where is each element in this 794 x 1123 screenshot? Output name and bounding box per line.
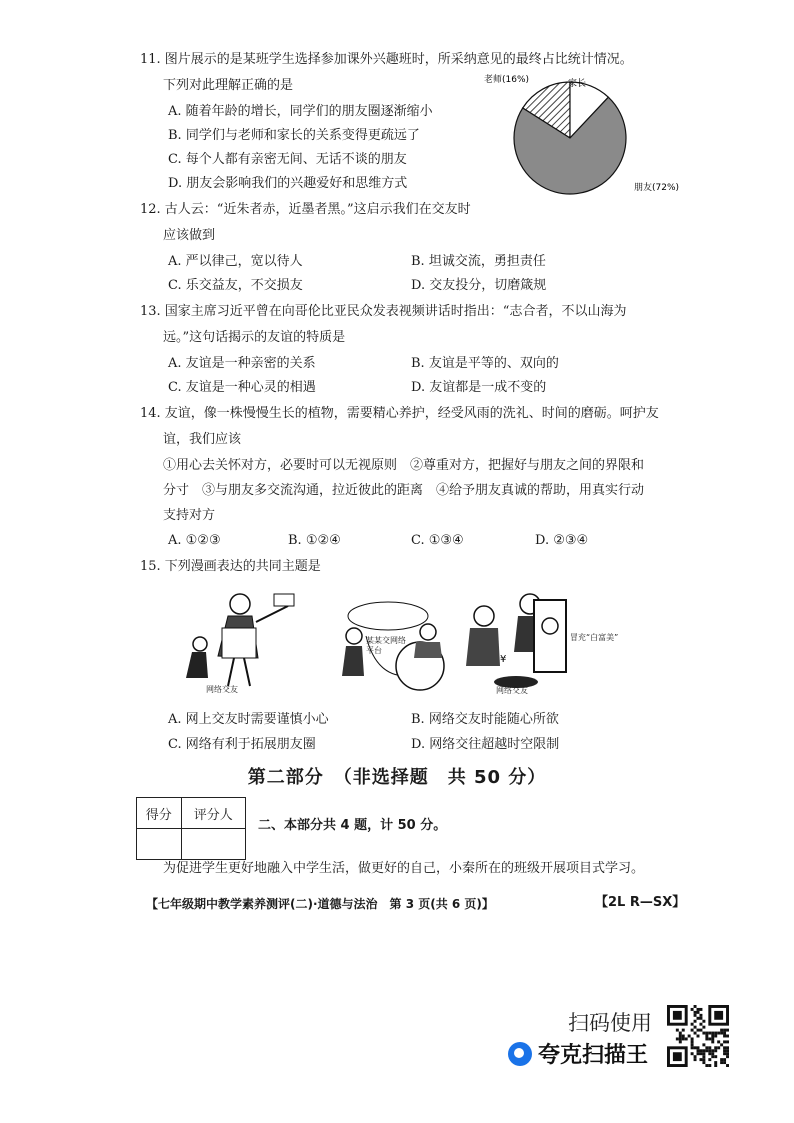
q11-option-c: C. 每个人都有亲密无间、无话不谈的朋友 (168, 152, 407, 167)
cartoon-2-caption: 某某交网络平台 (366, 636, 406, 655)
q12-option-a: A. 严以律己，宽以待人 (168, 254, 303, 269)
q12-option-c: C. 乐交益友，不交损友 (168, 278, 303, 293)
opinion-pie-chart (480, 70, 680, 195)
score-cell (137, 829, 182, 860)
cartoon-3-caption-left: 网络交友 (496, 686, 528, 695)
q13-option-a: A. 友谊是一种亲密的关系 (168, 356, 316, 371)
q15-option-a: A. 网上交友时需要谨慎小心 (168, 712, 329, 727)
cartoon-1-caption: 网络交友 (206, 685, 238, 694)
q11-option-b: B. 同学们与老师和家长的关系变得更疏远了 (168, 128, 420, 143)
q15-option-d: D. 网络交往超越时空限制 (411, 737, 560, 752)
q11-option-d: D. 朋友会影响我们的兴趣爱好和思维方式 (168, 176, 408, 191)
qr-code-icon[interactable] (667, 1005, 729, 1067)
part2-instruction: 二、本部分共 4 题，计 50 分。 (258, 818, 447, 833)
q13-option-b: B. 友谊是平等的、双向的 (411, 356, 559, 371)
q13-option-c: C. 友谊是一种心灵的相遇 (168, 380, 316, 395)
q14-option-d: D. ②③④ (535, 533, 589, 548)
q12-stem-line2: 应该做到 (163, 228, 216, 243)
q14-stem-line2: 谊，我们应该 (163, 432, 242, 447)
grader-cell (181, 829, 245, 860)
grader-header: 评分人 (181, 798, 245, 829)
pie-label-parent: 家长 (568, 79, 587, 89)
pie-slices (514, 82, 626, 194)
brand-logo-icon (508, 1042, 532, 1066)
q11-stem-line2: 下列对此理解正确的是 (163, 78, 294, 93)
q14-statements-line1: ①用心去关怀对方，必要时可以无视原则 ②尊重对方，把握好与朋友之间的界限和 (163, 458, 645, 473)
part2-title: 第二部分 （非选择题 共 50 分） (247, 767, 547, 788)
q14-statements-line2: 分寸 ③与朋友多交流沟通，拉近彼此的距离 ④给予朋友真诚的帮助，用真实行动 (163, 483, 645, 498)
cartoon-3-illustration (460, 586, 572, 696)
cartoon-3-caption-right: 冒充“白富美” (570, 633, 619, 642)
scanner-brand (508, 1038, 648, 1069)
q15-stem: 15. 下列漫画表达的共同主题是 (140, 559, 321, 574)
q14-stem-line1: 14. 友谊，像一株慢慢生长的植物，需要精心养护，经受风雨的洗礼、时间的磨砺。呵护友 (140, 406, 659, 421)
page-footer-left: 【七年级期中教学素养测评(二)·道德与法治 第 3 页(共 6 页)】 (146, 897, 494, 911)
cartoon-1-illustration (178, 586, 298, 696)
svg-text:¥: ¥ (500, 654, 507, 665)
page-footer-right: 【2L R—SX】 (595, 895, 686, 910)
q15-option-c: C. 网络有利于拓展朋友圈 (168, 737, 316, 752)
q13-stem-line1: 13. 国家主席习近平曾在向哥伦比亚民众发表视频讲话时指出：“志合者，不以山海为 (140, 304, 627, 319)
q14-option-c: C. ①③④ (411, 533, 464, 548)
q15-option-b: B. 网络交友时能随心所欲 (411, 712, 559, 727)
q13-stem-line2: 远。”这句话揭示的友谊的特质是 (163, 330, 346, 345)
score-header: 得分 (137, 798, 182, 829)
q14-option-a: A. ①②③ (168, 533, 221, 548)
pie-label-friend: 朋友(72%) (634, 183, 680, 193)
q13-option-d: D. 友谊都是一成不变的 (411, 380, 547, 395)
part2-intro: 为促进学生更好地融入中学生活，做更好的自己，小秦所在的班级开展项目式学习。 (163, 861, 645, 876)
q11-option-a: A. 随着年龄的增长，同学们的朋友圈逐渐缩小 (168, 104, 433, 119)
q12-option-d: D. 交友投分，切磨箴规 (411, 278, 547, 293)
q12-option-b: B. 坦诚交流，勇担责任 (411, 254, 546, 269)
score-table (136, 797, 246, 860)
q14-option-b: B. ①②④ (288, 533, 341, 548)
pie-label-teacher: 老师(16%) (484, 75, 530, 85)
scan-prompt-text: 扫码使用 (568, 1011, 652, 1035)
q14-statements-line3: 支持对方 (163, 508, 216, 523)
brand-name: 夸克扫描王 (538, 1043, 649, 1068)
q12-stem-line1: 12. 古人云：“近朱者赤，近墨者黑。”这启示我们在交友时 (140, 202, 471, 217)
q11-stem-line1: 11. 图片展示的是某班学生选择参加课外兴趣班时，所采纳意见的最终占比统计情况。 (140, 52, 633, 67)
